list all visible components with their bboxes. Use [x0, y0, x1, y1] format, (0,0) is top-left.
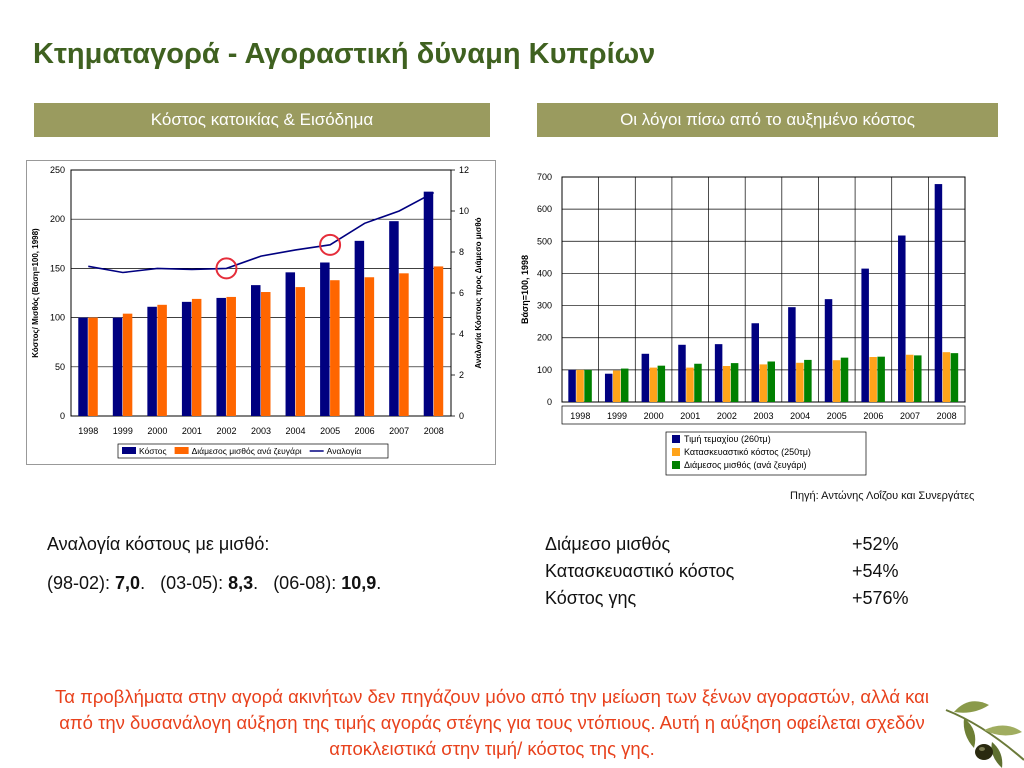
bar-cost [251, 285, 261, 416]
bar-series-2 [723, 366, 731, 402]
x-tick-label: 1999 [112, 426, 133, 436]
bar-series-2 [869, 357, 877, 402]
ratio-period-2-end: . [253, 573, 259, 593]
x-tick-label: 2006 [354, 426, 375, 436]
x-tick-label: 2004 [790, 411, 811, 421]
ratio-period-1-value: 7,0 [115, 573, 141, 593]
bar-series-3 [584, 370, 592, 402]
x-tick-label: 2008 [936, 411, 957, 421]
y-tick-label: 400 [536, 268, 552, 279]
change-value-1: +52% [852, 534, 899, 554]
change-label-1: Διάμεσο μισθός [545, 534, 671, 554]
y-tick-label: 600 [536, 204, 552, 215]
x-tick-label: 2002 [216, 426, 237, 436]
change-label-3: Κόστος γης [545, 588, 637, 608]
x-tick-label: 2001 [181, 426, 202, 436]
ratio-period-1-label: (98-02): [47, 573, 116, 593]
ratio-values [47, 573, 381, 594]
ratio-period-3-value: 10,9 [341, 573, 377, 593]
bar-salary [296, 287, 306, 416]
legend-swatch [672, 435, 680, 443]
x-tick-label: 2003 [753, 411, 774, 421]
bar-series-1 [825, 299, 833, 402]
bar-series-3 [951, 353, 959, 402]
y2-tick-label: 8 [459, 247, 465, 257]
bar-series-1 [605, 374, 613, 402]
x-tick-label: 2003 [250, 426, 272, 436]
legend-swatch [175, 447, 189, 454]
bar-cost [113, 318, 123, 416]
bar-series-2 [760, 364, 768, 402]
bar-series-3 [914, 355, 922, 402]
y-tick-label: 500 [536, 236, 552, 247]
x-tick-label: 2005 [826, 411, 847, 421]
bar-series-2 [686, 368, 694, 402]
legend-label: Διάμεσος μισθός ανά ζευγάρι [191, 446, 302, 456]
change-value-3: +576% [852, 588, 909, 608]
legend-swatch [672, 448, 680, 456]
ratio-period-3-label: (06-08): [273, 573, 342, 593]
y-tick-label: 250 [49, 165, 65, 175]
bar-series-3 [877, 357, 885, 402]
x-tick-label: 2000 [643, 411, 664, 421]
bar-series-1 [935, 184, 943, 402]
legend-label: Διάμεσος μισθός (ανά ζευγάρι) [684, 460, 807, 470]
legend-label: Κατασκευαστικό κόστος (250τμ) [684, 447, 811, 457]
y-tick-label: 100 [49, 312, 65, 323]
y-tick-label: 0 [546, 397, 552, 407]
ratio-heading: Αναλογία κόστους με μισθό: [47, 534, 270, 554]
bar-salary [399, 273, 409, 416]
y2-tick-label: 12 [459, 165, 470, 175]
x-tick-label: 2008 [423, 426, 444, 436]
bar-series-3 [621, 369, 629, 402]
x-tick-label: 2006 [863, 411, 884, 421]
bar-series-1 [678, 345, 686, 402]
legend-label: Κόστος [139, 446, 167, 456]
source-note: Πηγή: Αντώνης Λοΐζου και Συνεργάτες [790, 490, 975, 502]
x-tick-label: 1999 [606, 411, 627, 421]
bar-series-2 [833, 360, 841, 402]
y-tick-label: 700 [536, 172, 552, 182]
y2-tick-label: 0 [459, 411, 465, 421]
bar-cost [355, 241, 365, 416]
x-tick-label: 1998 [570, 411, 591, 421]
y-axis-label: Βάση=100, 1998 [520, 255, 530, 324]
bar-series-2 [796, 363, 804, 402]
bar-series-1 [898, 236, 906, 403]
bar-cost [389, 221, 399, 416]
y-tick-label: 150 [49, 263, 65, 274]
bar-series-3 [804, 360, 812, 402]
x-tick-label: 2001 [680, 411, 701, 421]
y-axis-label: Κόστος/ Μισθός (Βάση=100, 1998) [31, 228, 40, 358]
x-tick-label: 2005 [320, 426, 341, 436]
bar-cost [216, 298, 226, 416]
y-tick-label: 200 [49, 214, 65, 225]
page-title: Κτηματαγορά - Αγοραστική δύναμη Κυπρίων [33, 38, 656, 70]
bar-cost [320, 262, 330, 416]
legend-label: Αναλογία [326, 446, 362, 456]
bar-salary [157, 305, 167, 416]
y-tick-label: 0 [59, 411, 65, 421]
x-tick-label: 2004 [285, 426, 306, 436]
bar-series-3 [731, 363, 739, 402]
bar-salary [123, 314, 132, 416]
legend-swatch [672, 461, 680, 469]
x-tick-label: 2000 [147, 426, 168, 436]
bar-series-3 [694, 364, 702, 402]
y2-tick-label: 4 [459, 329, 465, 339]
bar-series-1 [788, 307, 796, 402]
bar-salary [261, 292, 271, 416]
bar-series-1 [752, 323, 760, 402]
bar-series-1 [568, 370, 576, 402]
y2-axis-label: Αναλογία Κόστους προς Διάμεσο μισθό [474, 217, 483, 369]
bar-series-3 [658, 366, 666, 402]
x-tick-label: 2002 [716, 411, 737, 421]
right-section-header: Οι λόγοι πίσω από το αυξημένο κόστος [537, 103, 998, 137]
conclusion-text: Τα προβλήματα στην αγορά ακινήτων δεν πηγάζουν μόνο από την μείωση των ξένων αγοραστών, αλλά και από την δυσανάλογη αύξηση της τιμής αγοράς στέγης για τους ντόπιους. Αυτή η αύξηση οφείλεται σχεδόν αποκλειστικά στην τιμή/ κόστος της γης. [55, 686, 929, 759]
bar-series-2 [613, 371, 621, 403]
y2-tick-label: 6 [459, 288, 465, 298]
change-label-2: Κατασκευαστικό κόστος [545, 561, 735, 581]
bar-series-3 [768, 362, 776, 403]
y-tick-label: 300 [536, 300, 552, 311]
change-value-2: +54% [852, 561, 899, 581]
x-tick-label: 2007 [900, 411, 921, 421]
ratio-period-1-end: . [140, 573, 146, 593]
ratio-period-3-end: . [376, 573, 382, 593]
cost-income-chart [26, 160, 496, 465]
bar-series-2 [906, 355, 914, 402]
bar-series-1 [861, 269, 869, 402]
bar-salary [88, 318, 98, 416]
y-tick-label: 50 [54, 361, 65, 372]
x-tick-label: 2007 [389, 426, 410, 436]
bar-cost [147, 307, 157, 416]
bar-cost [424, 192, 434, 416]
bar-salary [434, 266, 444, 416]
olive-branch-icon [944, 690, 1024, 768]
y-tick-label: 100 [536, 364, 552, 375]
cost-factors-chart [516, 165, 975, 510]
bar-series-1 [715, 344, 723, 402]
bar-series-2 [943, 352, 951, 402]
ratio-period-2-label: (03-05): [160, 573, 229, 593]
bar-salary [226, 297, 236, 416]
bar-series-2 [650, 368, 658, 402]
y-tick-label: 200 [536, 332, 552, 343]
bar-series-1 [642, 354, 650, 402]
bar-cost [286, 272, 296, 416]
x-tick-label: 1998 [78, 426, 99, 436]
left-section-header: Κόστος κατοικίας & Εισόδημα [34, 103, 490, 137]
bar-series-3 [841, 358, 849, 402]
legend-swatch [122, 447, 136, 454]
bar-salary [192, 299, 202, 416]
y2-tick-label: 2 [459, 370, 465, 380]
bar-salary [330, 280, 340, 416]
bar-salary [365, 277, 375, 416]
bar-cost [182, 302, 192, 416]
bar-series-2 [576, 370, 584, 402]
bar-cost [78, 318, 88, 416]
ratio-period-2-value: 8,3 [228, 573, 254, 593]
y2-tick-label: 10 [459, 206, 470, 216]
legend-label: Τιμή τεμαχίου (260τμ) [684, 434, 771, 444]
